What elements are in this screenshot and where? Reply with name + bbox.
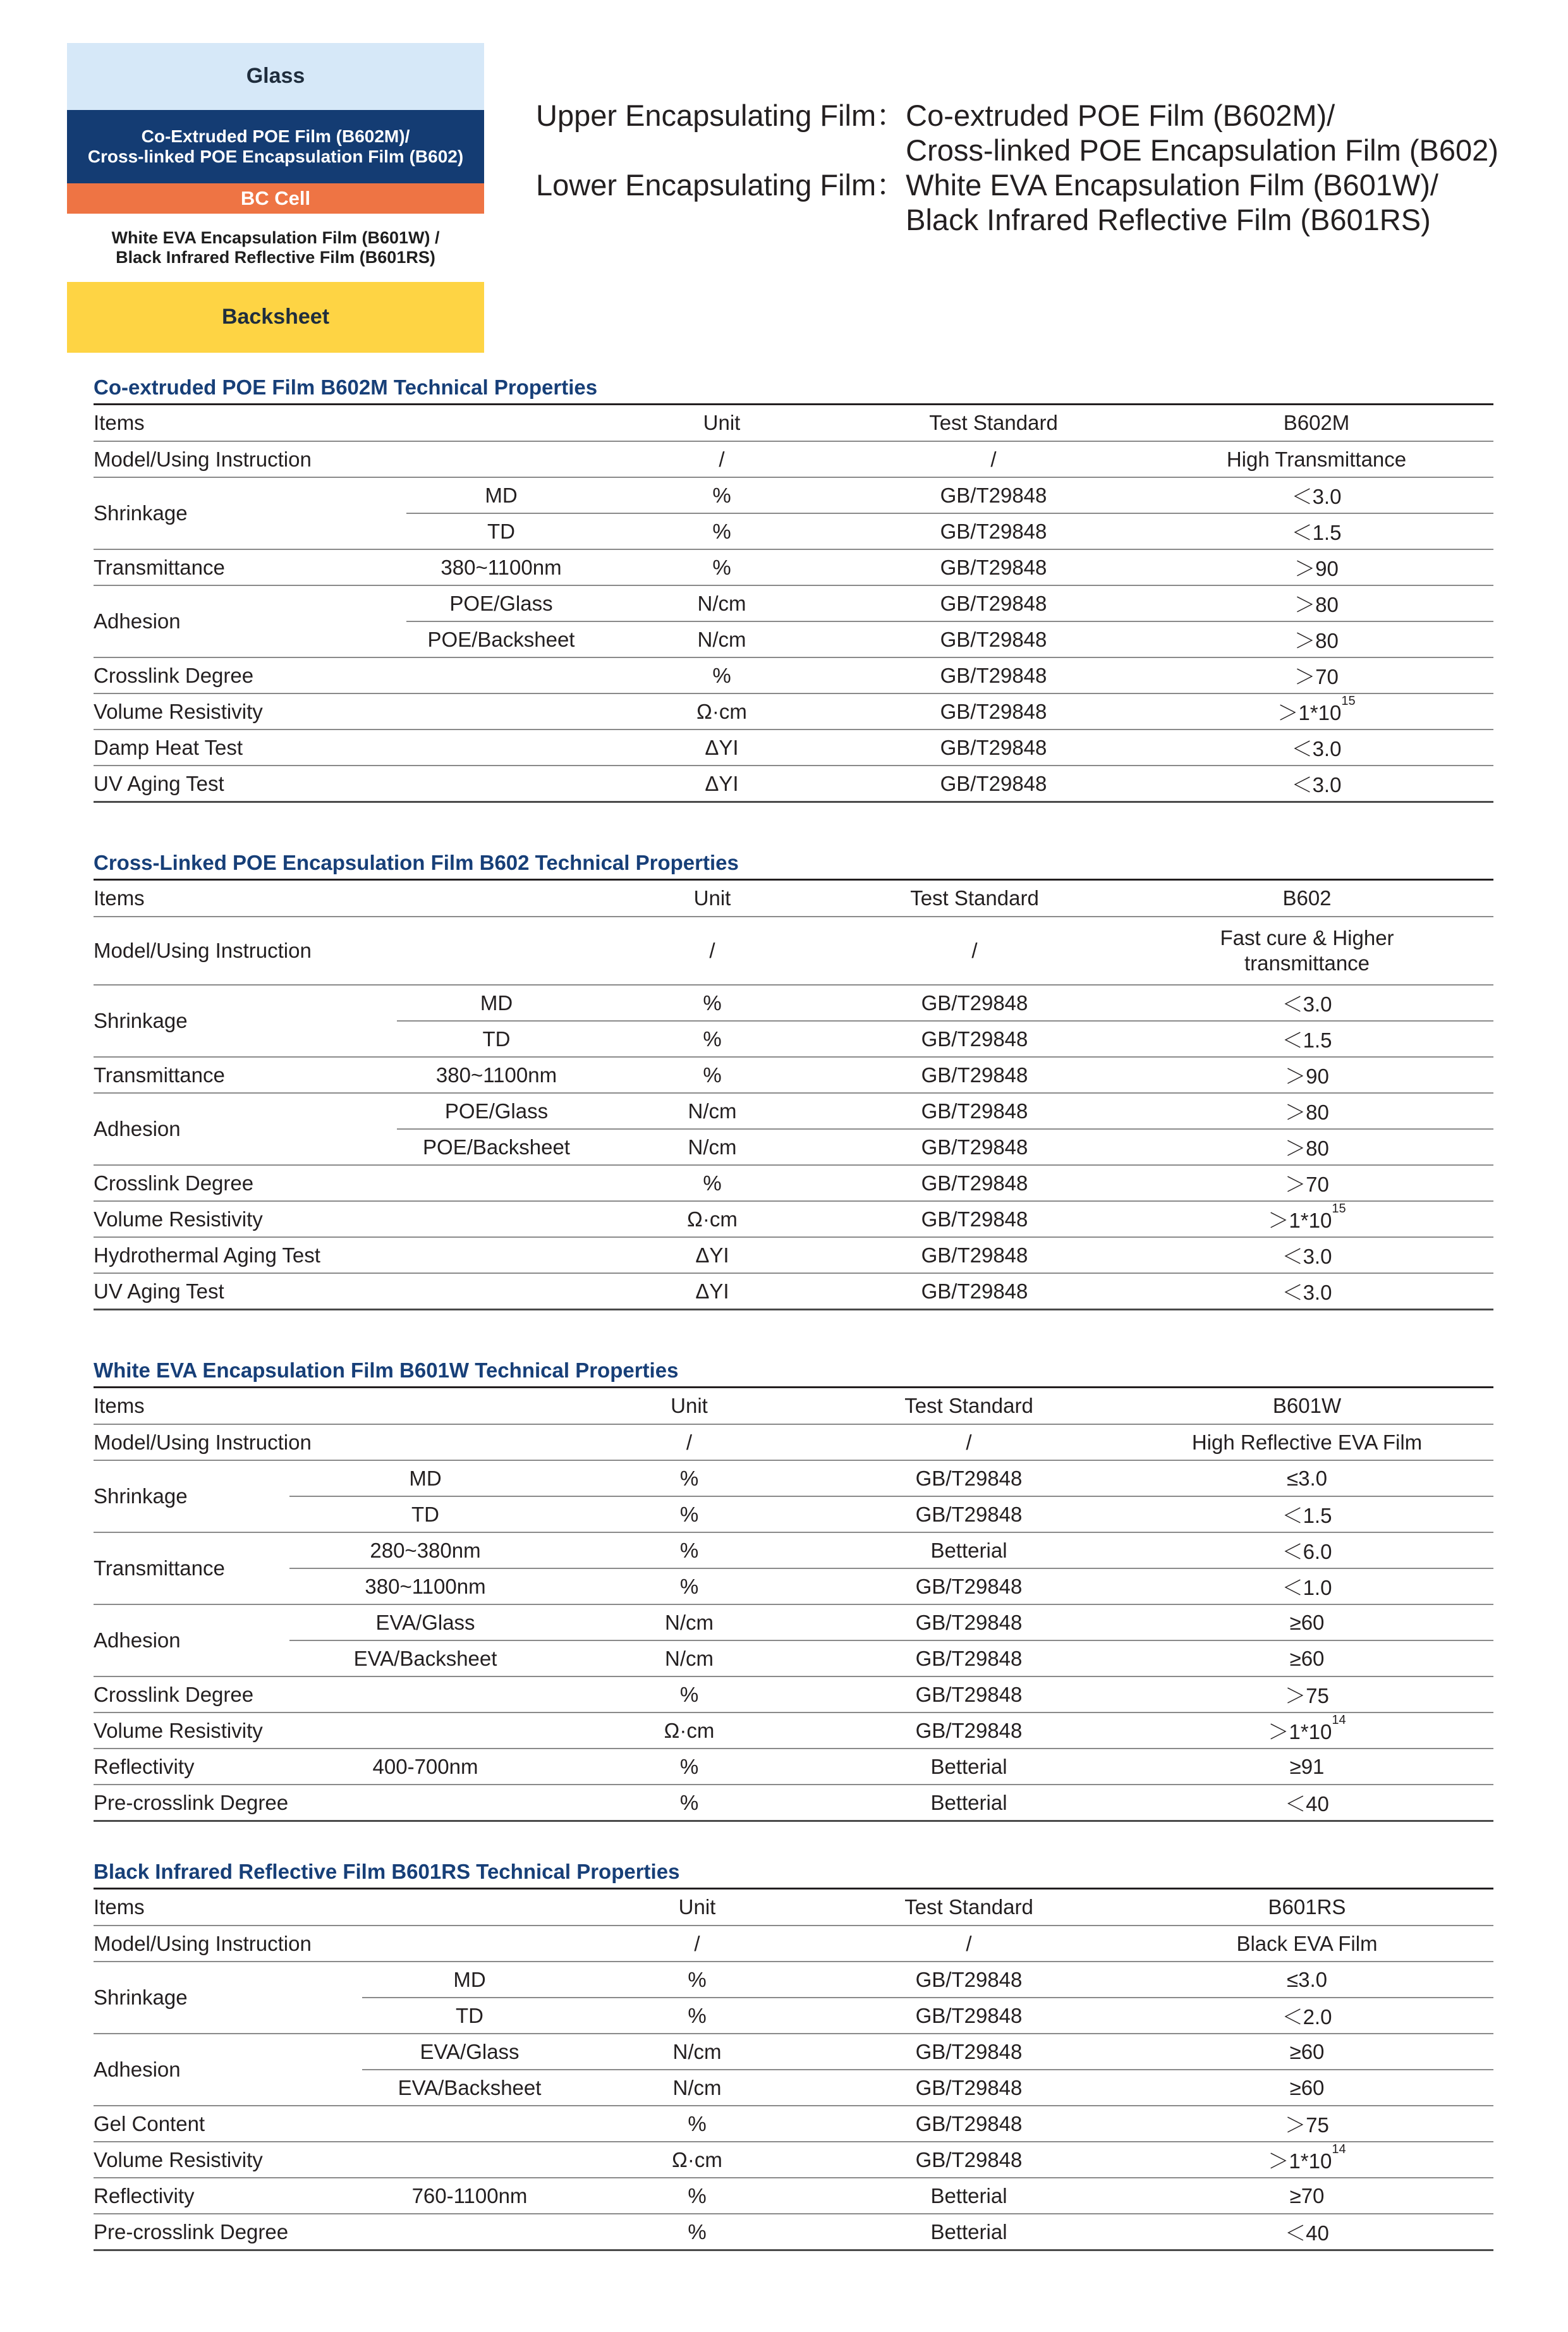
section-b601rs (94, 1856, 1493, 2251)
table-row: Reflectivity 400-700nm % Betterial ≥91 (94, 1749, 1493, 1785)
table-row: Shrinkage MD % GB/T29848 ＜3.0 (94, 985, 1493, 1021)
table-row: Reflectivity 760-1100nm % Betterial ≥70 (94, 2178, 1493, 2214)
section-title: White EVA Encapsulation Film B601W Technical Properties (94, 1358, 679, 1382)
table-row: Model/Using Instruction / / High Reflective EVA Film (94, 1424, 1493, 1460)
table-row: Volume Resistivity Ω·cm GB/T29848 $>1*10^{14}$ (94, 2142, 1493, 2178)
table-row: Adhesion EVA/Glass N/cm GB/T29848 ≥60 (94, 1604, 1493, 1640)
table-row: Shrinkage MD % GB/T29848 ＜3.0 (94, 477, 1493, 513)
table-row: Adhesion POE/Glass N/cm GB/T29848 ＞80 (94, 585, 1493, 621)
table-header: Items Unit Test Standard B601RS (94, 1889, 1493, 1926)
layer-glass: Glass (67, 43, 484, 110)
table-row: Adhesion POE/Glass N/cm GB/T29848 ＞80 (94, 1093, 1493, 1129)
table-row: Adhesion EVA/Glass N/cm GB/T29848 ≥60 (94, 2034, 1493, 2070)
properties-table (94, 403, 1493, 803)
table-row: UV Aging Test ΔYI GB/T29848 ＜3.0 (94, 1273, 1493, 1310)
table-header: Items Unit Test Standard B602M (94, 405, 1493, 442)
section-title: Black Infrared Reflective Film B601RS Technical Properties (94, 1860, 680, 1883)
table-header: Items Unit Test Standard B602 (94, 880, 1493, 917)
section-b601w (94, 1355, 1493, 1822)
table-row: EVA/Backsheet N/cm GB/T29848 ≥60 (94, 2070, 1493, 2106)
table-row: Pre-crosslink Degree % Betterial ＜40 (94, 1785, 1493, 1821)
table-row: Crosslink Degree % GB/T29848 ＞70 (94, 1165, 1493, 1201)
table-row: Gel Content % GB/T29848 ＞75 (94, 2106, 1493, 2142)
table-header: Items Unit Test Standard B601W (94, 1388, 1493, 1425)
upper-value-1: Co-extruded POE Film (B602M)/ (906, 99, 1335, 132)
table-row: Damp Heat Test ΔYI GB/T29848 ＜3.0 (94, 730, 1493, 766)
section-b602m (94, 372, 1493, 803)
properties-table (94, 879, 1493, 1310)
table-row: POE/Backsheet N/cm GB/T29848 ＞80 (94, 1129, 1493, 1165)
upper-label: Upper Encapsulating Film： (536, 99, 906, 132)
table-row: 380~1100nm % GB/T29848 ＜1.0 (94, 1568, 1493, 1604)
layer-stack-diagram (67, 43, 484, 353)
table-row: TD % GB/T29848 ＜2.0 (94, 1998, 1493, 2034)
table-row: Crosslink Degree % GB/T29848 ＞70 (94, 657, 1493, 693)
table-row: Volume Resistivity Ω·cm GB/T29848 $>1*10^{15}$ (94, 693, 1493, 730)
table-row: POE/Backsheet N/cm GB/T29848 ＞80 (94, 621, 1493, 657)
table-row: Transmittance 280~380nm % Betterial ＜6.0 (94, 1532, 1493, 1568)
encapsulating-film-legend (536, 98, 1498, 237)
properties-table (94, 1386, 1493, 1822)
table-row: Shrinkage MD % GB/T29848 ≤3.0 (94, 1460, 1493, 1496)
table-row: Volume Resistivity Ω·cm GB/T29848 $>1*10^{14}$ (94, 1712, 1493, 1749)
table-row: EVA/Backsheet N/cm GB/T29848 ≥60 (94, 1640, 1493, 1676)
properties-table (94, 1888, 1493, 2251)
lower-value-2: Black Infrared Reflective Film (B601RS) (906, 203, 1431, 236)
layer-white-eva: White EVA Encapsulation Film (B601W) / Black Infrared Reflective Film (B601RS) (67, 214, 484, 282)
lower-label: Lower Encapsulating Film： (536, 168, 906, 202)
table-row: Transmittance 380~1100nm % GB/T29848 ＞90 (94, 549, 1493, 585)
upper-value-2: Cross-linked POE Encapsulation Film (B602) (906, 133, 1498, 167)
section-title: Co-extruded POE Film B602M Technical Properties (94, 375, 598, 399)
table-row: Model/Using Instruction / / High Transmittance (94, 441, 1493, 477)
table-row: Transmittance 380~1100nm % GB/T29848 ＞90 (94, 1057, 1493, 1093)
table-row: Shrinkage MD % GB/T29848 ≤3.0 (94, 1962, 1493, 1998)
table-row: Model/Using Instruction / / Black EVA Film (94, 1926, 1493, 1962)
table-row: UV Aging Test ΔYI GB/T29848 ＜3.0 (94, 766, 1493, 802)
section-b602 (94, 847, 1493, 1310)
table-row: Model/Using Instruction / / Fast cure & Higher transmittance (94, 917, 1493, 985)
table-row: TD % GB/T29848 ＜1.5 (94, 513, 1493, 549)
layer-poe-film: Co-Extruded POE Film (B602M)/ Cross-linked POE Encapsulation Film (B602) (67, 110, 484, 183)
section-title: Cross-Linked POE Encapsulation Film B602 Technical Properties (94, 851, 739, 874)
table-row: Crosslink Degree % GB/T29848 ＞75 (94, 1676, 1493, 1712)
table-row: TD % GB/T29848 ＜1.5 (94, 1021, 1493, 1057)
table-row: TD % GB/T29848 ＜1.5 (94, 1496, 1493, 1532)
layer-backsheet: Backsheet (67, 282, 484, 353)
table-row: Hydrothermal Aging Test ΔYI GB/T29848 ＜3.0 (94, 1237, 1493, 1273)
table-row: Volume Resistivity Ω·cm GB/T29848 $>1*10^{15}$ (94, 1201, 1493, 1237)
layer-bc-cell: BC Cell (67, 183, 484, 214)
lower-value-1: White EVA Encapsulation Film (B601W)/ (906, 168, 1438, 202)
table-row: Pre-crosslink Degree % Betterial ＜40 (94, 2214, 1493, 2250)
